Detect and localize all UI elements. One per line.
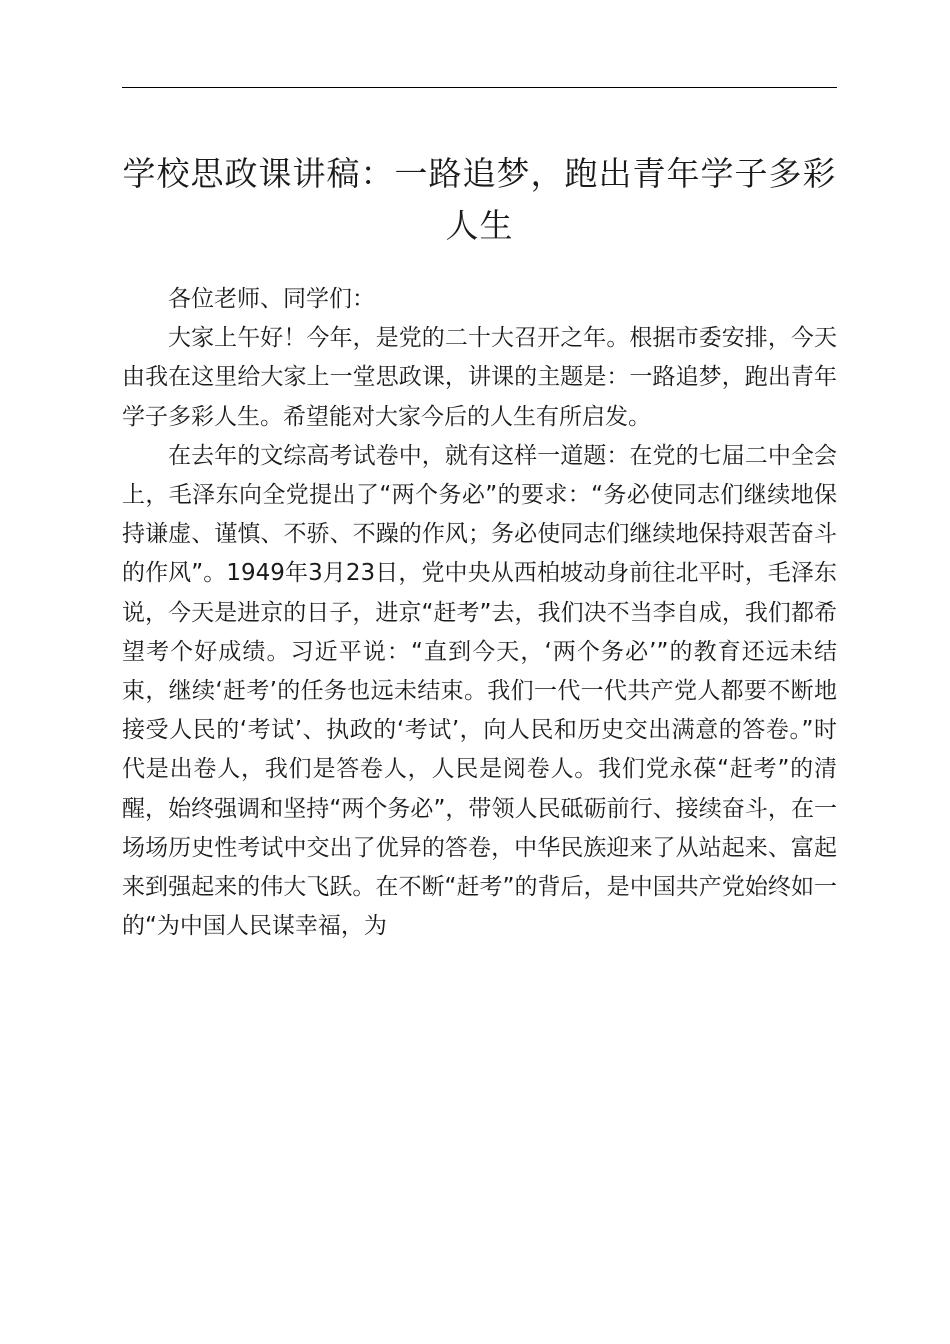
- document-title: 学校思政课讲稿：一路追梦，跑出青年学子多彩人生: [122, 154, 837, 245]
- paragraph-intro: 大家上午好！今年，是党的二十大召开之年。根据市委安排，今天由我在这里给大家上一堂思政课，讲课的主题是：一路追梦，跑出青年学子多彩人生。希望能对大家今后的人生有所启发。: [122, 325, 837, 430]
- document-body: [122, 280, 837, 946]
- header-rule: [122, 87, 837, 88]
- paragraph-body: 在去年的文综高考试卷中，就有这样一道题：在党的七届二中全会上，毛泽东向全党提出了“两个务必”的要求：“务必使同志们继续地保持谦虚、谨慎、不骄、不躁的作风；务必使同志们继续地保持艰苦奋斗的作风”。1949年3月23日，党中央从西柏坡动身前往北平时，毛泽东说，今天是进京的日子，进京“赶考”去，我们决不当李自成，我们都希望考个好成绩。习近平说：“直到今天，‘两个务必’”的教育还远未结束，继续‘赶考’的任务也远未结束。我们一代一代共产党人都要不断地接受人民的‘考试’、执政的‘考试’，向人民和历史交出满意的答卷。”时代是出卷人，我们是答卷人，人民是阅卷人。我们党永葆“赶考”的清醒，始终强调和坚持“两个务必”，带领人民砥砺前行、接续奋斗，在一场场历史性考试中交出了优异的答卷，中华民族迎来了从站起来、富起来到强起来的伟大飞跃。在不断“赶考”的背后，是中国共产党始终如一的“为中国人民谋幸福，为: [122, 442, 837, 940]
- paragraph-salutation: 各位老师、同学们：: [168, 286, 375, 312]
